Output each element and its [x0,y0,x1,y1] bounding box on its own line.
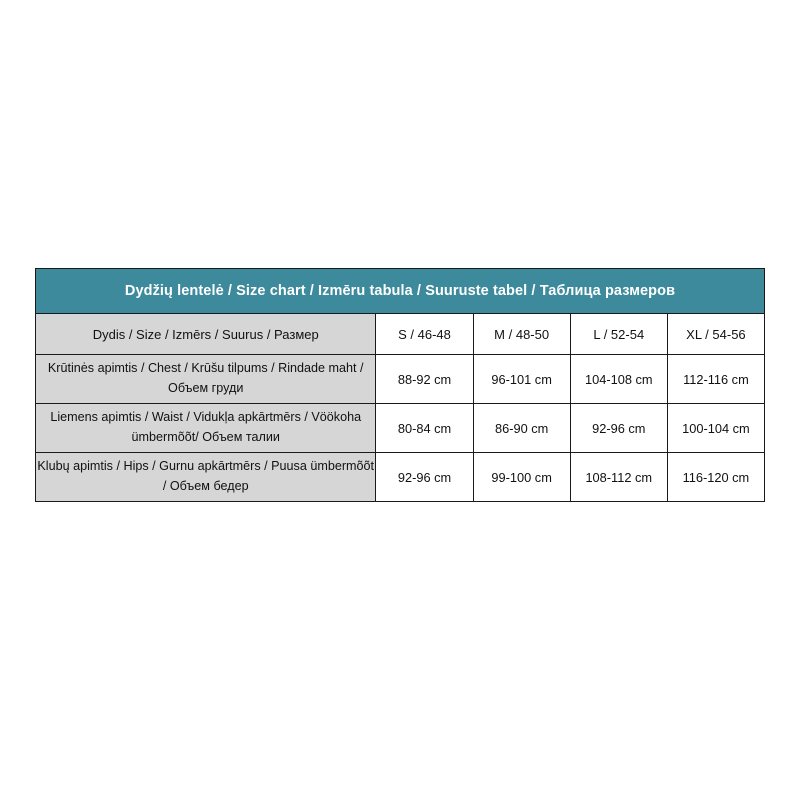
header-size-m: M / 48-50 [473,314,570,355]
cell-chest-s: 88-92 cm [376,355,473,404]
cell-hips-s: 92-96 cm [376,453,473,502]
cell-hips-xl: 116-120 cm [667,453,764,502]
header-size-xl: XL / 54-56 [667,314,764,355]
cell-chest-l: 104-108 cm [570,355,667,404]
table-header-row [36,314,765,355]
size-chart-container [35,268,765,502]
table-row [36,355,765,404]
cell-chest-xl: 112-116 cm [667,355,764,404]
header-size-s: S / 46-48 [376,314,473,355]
header-size-l: L / 52-54 [570,314,667,355]
header-size-label: Dydis / Size / Izmērs / Suurus / Размер [36,314,376,355]
table-row [36,404,765,453]
row-label-hips: Klubų apimtis / Hips / Gurnu apkārtmērs / Puusa ümbermõõt / Объем бедер [36,453,376,502]
cell-hips-l: 108-112 cm [570,453,667,502]
table-title-row [36,269,765,314]
cell-waist-s: 80-84 cm [376,404,473,453]
cell-hips-m: 99-100 cm [473,453,570,502]
chart-title: Dydžių lentelė / Size chart / Izmēru tabula / Suuruste tabel / Таблица размеров [36,269,765,314]
table-row [36,453,765,502]
cell-waist-m: 86-90 cm [473,404,570,453]
row-label-waist: Liemens apimtis / Waist / Vidukļa apkārtmērs / Vöökoha ümbermõõt/ Объем талии [36,404,376,453]
row-label-chest: Krūtinės apimtis / Chest / Krūšu tilpums / Rindade maht / Объем груди [36,355,376,404]
cell-chest-m: 96-101 cm [473,355,570,404]
size-chart-table [35,268,765,502]
cell-waist-xl: 100-104 cm [667,404,764,453]
cell-waist-l: 92-96 cm [570,404,667,453]
